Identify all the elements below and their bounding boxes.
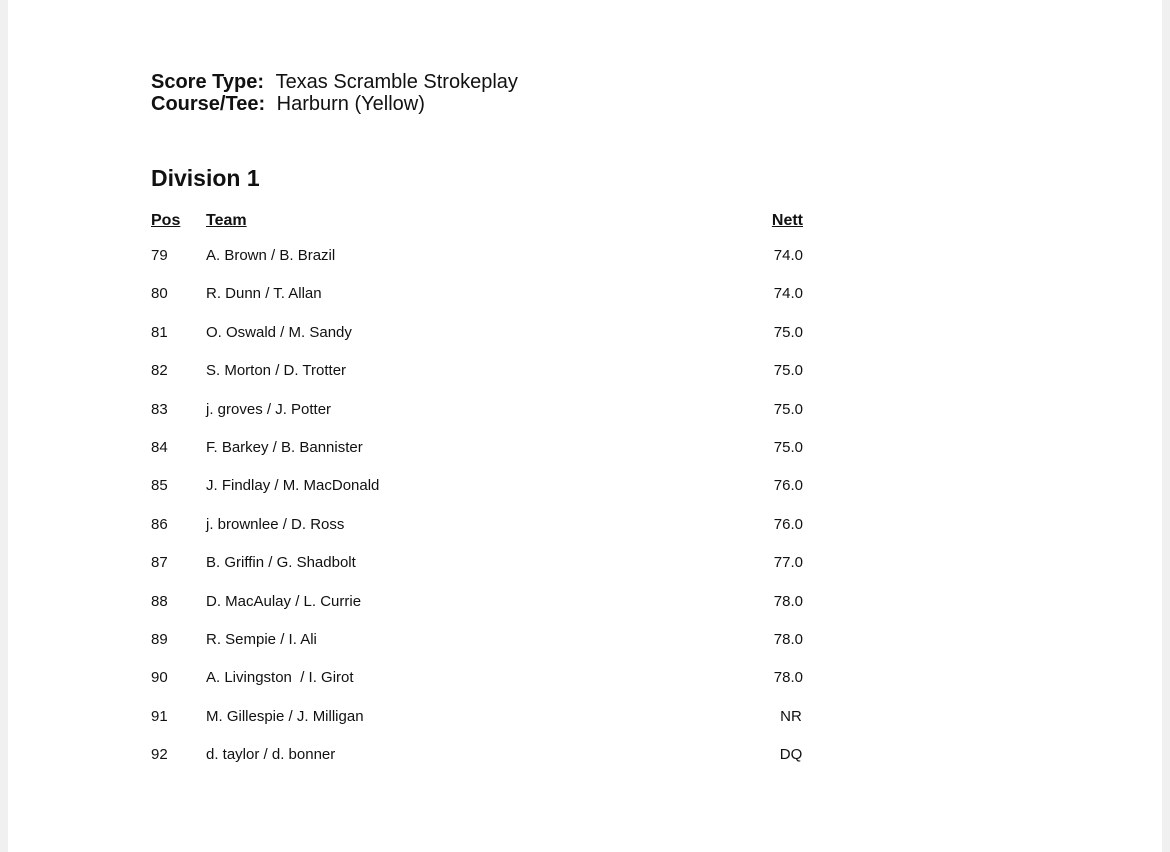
row-team: A. Brown / B. Brazil [206,247,336,264]
column-header-pos: Pos [151,212,181,229]
row-nett: NR [780,707,802,725]
results-table [151,210,811,775]
score-type-label: Score Type: [151,71,264,93]
row-team: D. MacAulay / L. Currie [206,592,362,610]
table-row [151,622,811,660]
row-team: B. Griffin / G. Shadbolt [206,554,356,572]
table-row [151,737,811,775]
table-row [151,507,811,545]
row-team: A. Livingston / I. Girot [206,669,354,687]
row-team: S. Morton / D. Trotter [206,362,347,380]
row-nett: 78.0 [773,592,803,610]
row-nett: 75.0 [773,323,803,341]
row-pos: 79 [151,247,168,264]
column-header-nett: Nett [771,212,803,229]
row-nett: 77.0 [773,554,803,572]
row-pos: 85 [151,477,168,495]
row-team: M. Gillespie / J. Milligan [206,707,364,725]
row-pos: 89 [151,630,168,648]
document-page [8,0,1162,852]
table-row [151,276,811,314]
table-row [151,315,811,353]
row-pos: 80 [151,285,168,303]
table-row [151,699,811,737]
score-meta [151,71,518,115]
row-nett: 74.0 [773,247,803,264]
row-team: O. Oswald / M. Sandy [206,323,352,341]
row-pos: 81 [151,323,168,341]
row-team: R. Sempie / I. Ali [206,630,317,648]
table-row [151,430,811,468]
table-row [151,545,811,583]
row-pos: 91 [151,707,168,725]
row-nett: 75.0 [773,438,803,456]
row-pos: 84 [151,438,168,456]
course-tee-row [151,93,518,115]
row-pos: 83 [151,400,168,418]
row-nett: 76.0 [773,515,803,533]
score-type-row [151,71,518,93]
row-pos: 92 [151,746,168,764]
row-nett: 78.0 [773,669,803,687]
row-pos: 87 [151,554,168,572]
row-nett: 76.0 [773,477,803,495]
table-row [151,468,811,506]
row-pos: 88 [151,592,168,610]
table-body [151,238,811,775]
table-header [151,210,811,238]
division-title: Division 1 [151,165,260,191]
row-pos: 90 [151,669,168,687]
course-tee-label: Course/Tee: [151,93,266,115]
row-nett: 75.0 [773,362,803,380]
row-nett: 75.0 [773,400,803,418]
table-row [151,353,811,391]
row-nett: 78.0 [773,630,803,648]
row-team: F. Barkey / B. Bannister [206,438,363,456]
score-type-value: Texas Scramble Strokeplay [275,71,518,93]
column-header-team: Team [206,212,247,229]
course-tee-value: Harburn (Yellow) [276,93,425,115]
row-team: j. groves / J. Potter [206,400,332,418]
row-team: J. Findlay / M. MacDonald [206,477,380,495]
row-team: d. taylor / d. bonner [206,746,336,764]
row-nett: 74.0 [773,285,803,303]
row-pos: 82 [151,362,168,380]
table-row [151,238,811,276]
table-row [151,584,811,622]
row-team: j. brownlee / D. Ross [206,515,345,533]
table-row [151,660,811,698]
table-row [151,392,811,430]
row-team: R. Dunn / T. Allan [206,285,322,303]
row-nett: DQ [779,746,803,764]
row-pos: 86 [151,515,168,533]
